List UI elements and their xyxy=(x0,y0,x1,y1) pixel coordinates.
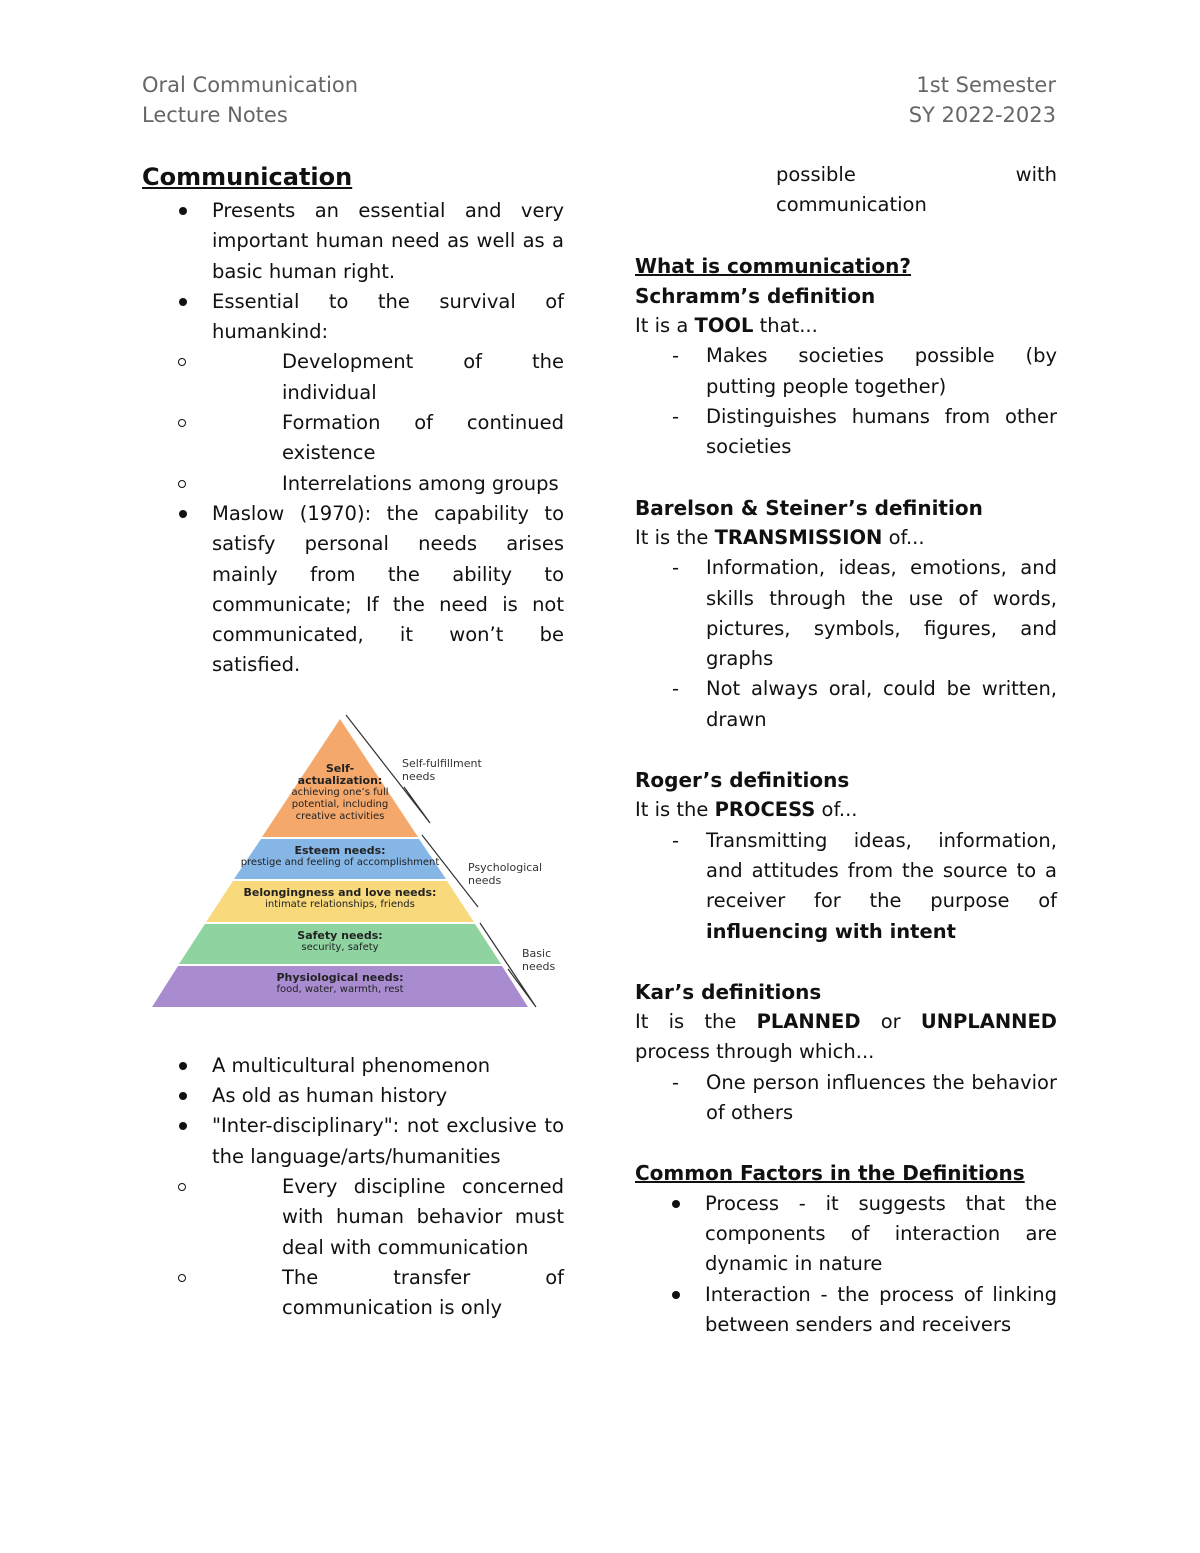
continued-text xyxy=(635,160,1057,221)
level-desc: security, safety xyxy=(301,941,379,953)
list-item: - Not always oral, could be written, drawn xyxy=(635,674,1057,735)
level-title: Esteem needs: xyxy=(294,843,386,857)
list-item: As old as human history xyxy=(142,1081,564,1111)
intro-text: of... xyxy=(882,525,925,549)
semester: 1st Semester xyxy=(916,73,1056,97)
schramm-intro xyxy=(635,311,1057,341)
list-item xyxy=(635,826,1057,947)
sub-list-item: Formation of continued existence xyxy=(142,408,564,469)
label-psychological: Psychological needs xyxy=(468,860,543,887)
sub-list-item: Every discipline concerned with human behavior must deal with communication xyxy=(142,1172,564,1263)
maslow-pyramid xyxy=(140,711,570,1021)
question-heading: What is communication? xyxy=(635,253,911,278)
sub-list-item: The transfer of communication is only xyxy=(142,1263,564,1324)
barelson-heading: Barelson & Steiner’s definition xyxy=(635,495,983,520)
intro-text: It is the xyxy=(635,798,715,822)
sub-list xyxy=(142,347,564,498)
common-factors-heading: Common Factors in the Definitions xyxy=(635,1161,1025,1186)
level-title: Safety needs: xyxy=(297,928,383,942)
list-item: Interaction - the process of linking between senders and receivers xyxy=(635,1280,1057,1341)
level-desc: achieving one’s full potential, including creative activities xyxy=(291,786,389,822)
roger-heading: Roger’s definitions xyxy=(635,768,850,793)
continued-line: possible with xyxy=(776,163,1057,186)
roger-intro xyxy=(635,795,1057,825)
level-self-actualization xyxy=(290,763,390,823)
list-item xyxy=(142,1111,564,1323)
list-item: - Distinguishes humans from other societies xyxy=(635,402,1057,463)
level-physiological xyxy=(220,972,460,996)
keyword: UNPLANNED xyxy=(920,1010,1057,1034)
intro-text: that... xyxy=(753,314,818,338)
level-title: Self-actualization: xyxy=(297,761,383,787)
schramm-list xyxy=(635,341,1057,462)
list-item: - One person influences the behavior of others xyxy=(635,1068,1057,1129)
sub-list-item: Development of the individual xyxy=(142,347,564,408)
keyword: TOOL xyxy=(694,314,754,338)
continued-line: communication xyxy=(776,193,927,217)
list-item-text: "Inter-disciplinary": not exclusive to the language/arts/humanities xyxy=(212,1114,564,1168)
sub-list xyxy=(142,1172,564,1323)
level-belonging xyxy=(220,887,460,911)
roger-list xyxy=(635,826,1057,947)
keyword: PROCESS xyxy=(714,798,816,822)
doc-type: Lecture Notes xyxy=(142,103,288,127)
barelson-intro xyxy=(635,523,1057,553)
list-item-text: Essential to the survival of humankind: xyxy=(212,289,564,344)
intro-text: It is a xyxy=(635,314,695,338)
label-self-fulfillment: Self-fulfillment needs xyxy=(402,756,482,783)
barelson-list xyxy=(635,553,1057,735)
list-item: - Makes societies possible (by putting people together) xyxy=(635,341,1057,402)
schramm-heading: Schramm’s definition xyxy=(635,283,876,308)
course-title: Oral Communication xyxy=(142,73,359,97)
list-item: A multicultural phenomenon xyxy=(142,1051,564,1081)
level-title: Belongingness and love needs: xyxy=(243,885,437,899)
list-item-text: Transmitting ideas, information, and attitudes from the source to a receiver for the purpose of xyxy=(706,828,1057,913)
kar-list xyxy=(635,1068,1057,1129)
level-desc: food, water, warmth, rest xyxy=(276,983,404,995)
kar-heading: Kar’s definitions xyxy=(635,979,822,1004)
right-column xyxy=(635,160,1057,1340)
keyword: PLANNED xyxy=(756,1010,861,1034)
bullet-list xyxy=(142,1051,564,1324)
intro-text: It is the xyxy=(635,525,715,549)
keyword: TRANSMISSION xyxy=(714,525,883,549)
section-title: Communication xyxy=(142,163,353,191)
keyword: influencing with intent xyxy=(706,919,956,943)
list-item: Maslow (1970): the capability to satisfy personal needs arises mainly from the ability to communicate; If the need is not communicated, it won’t be satisfied. xyxy=(142,499,564,681)
list-item xyxy=(142,287,564,499)
intro-text: It is the xyxy=(635,1010,757,1034)
list-item: - Information, ideas, emotions, and skills through the use of words, pictures, symbols, figures, and graphs xyxy=(635,553,1057,674)
level-title: Physiological needs: xyxy=(276,970,404,984)
kar-intro xyxy=(635,1007,1057,1068)
level-safety xyxy=(240,930,440,954)
level-desc: prestige and feeling of accomplishment xyxy=(240,856,440,868)
intro-text: process through which... xyxy=(635,1040,875,1064)
level-esteem xyxy=(240,845,440,869)
sub-list-item: Interrelations among groups xyxy=(142,469,564,499)
intro-text: or xyxy=(860,1010,921,1034)
bullet-list xyxy=(142,196,564,681)
label-basic: Basic needs xyxy=(522,946,556,973)
list-item: Process - it suggests that the components of interaction are dynamic in nature xyxy=(635,1189,1057,1280)
header-right xyxy=(909,70,1056,130)
left-column xyxy=(142,160,564,1323)
list-item: Presents an essential and very important human need as well as a basic human right. xyxy=(142,196,564,287)
intro-text: of... xyxy=(815,798,858,822)
common-factors-list xyxy=(635,1189,1057,1340)
header-left xyxy=(142,70,358,130)
school-year: SY 2022-2023 xyxy=(908,103,1056,127)
level-desc: intimate relationships, friends xyxy=(265,898,415,910)
